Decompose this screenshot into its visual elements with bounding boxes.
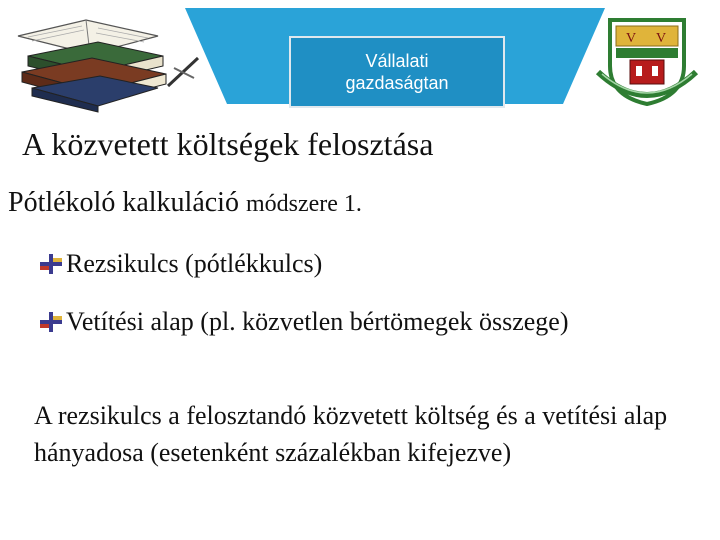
bullet-icon (40, 254, 62, 274)
subtitle-main: Pótlékoló kalkuláció (8, 187, 239, 218)
slide-title: A közvetett költségek felosztása (22, 126, 434, 162)
course-title: Vállalati gazdaságtan (345, 51, 449, 93)
svg-text:V: V (626, 31, 637, 46)
bullet-list (38, 246, 688, 362)
subtitle-suffix: módszere 1. (245, 191, 362, 217)
bullet-icon (40, 312, 62, 332)
svg-text:V: V (656, 31, 667, 46)
bullet-text: Vetítési alap (pl. közvetlen bértömegek összege) (66, 307, 569, 336)
books-icon (8, 6, 203, 116)
bullet-text: Rezsikulcs (pótlékkulcs) (66, 249, 323, 278)
list-item (38, 304, 688, 340)
slide-subtitle (8, 185, 362, 222)
banner-label-box (289, 36, 505, 108)
definition-paragraph: A rezsikulcs a felosztandó közvetett költség és a vetítési alap hányadosa (esetenként százalékban kifejezve) (34, 401, 668, 467)
list-item (38, 246, 688, 282)
university-emblem-icon (596, 12, 698, 108)
header-banner (185, 8, 605, 108)
